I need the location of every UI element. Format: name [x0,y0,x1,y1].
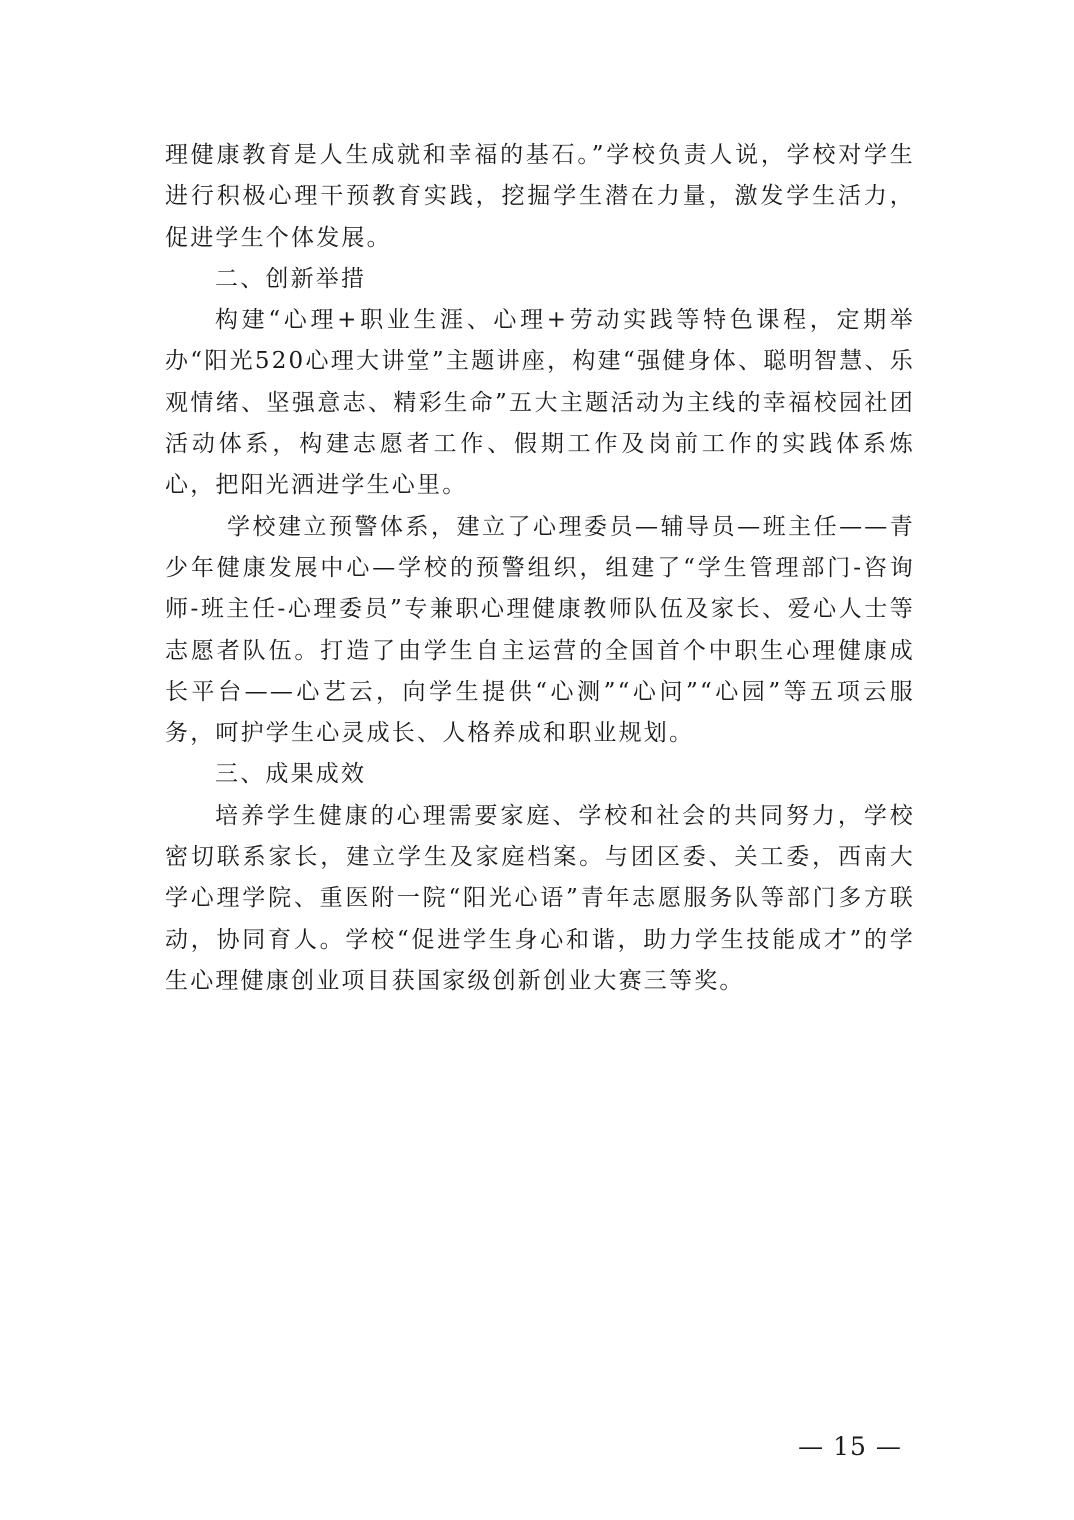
section-heading-innovation: 二、创新举措 [215,265,367,292]
paragraph-results: 培养学生健康的心理需要家庭、学校和社会的共同努力，学校密切联系家长，建立学生及家庭档案。与团区委、关工委，西南大学心理学院、重医附一院“阳光心语”青年志愿服务队等部门多方联动，协同育人。学校“促进学生身心和谐，助力学生技能成才”的学生心理健康创业项目获国家级创新创业大赛三等奖。 [165,802,915,994]
body-text [165,135,915,1002]
paragraph-warning-system: 学校建立预警体系，建立了心理委员—辅导员—班主任——青少年健康发展中心—学校的预警组织，组建了“学生管理部门-咨询师-班主任-心理委员”专兼职心理健康教师队伍及家长、爱心人士等志愿者队伍。打造了由学生自主运营的全国首个中职生心理健康成长平台——心艺云，向学生提供“心测”“心问”“心园”等五项云服务，呵护学生心灵成长、人格养成和职业规划。 [165,513,915,747]
paragraph-intro-continued: 理健康教育是人生成就和幸福的基石。”学校负责人说，学校对学生进行积极心理干预教育实践，挖掘学生潜在力量，激发学生活力，促进学生个体发展。 [165,142,915,251]
page-number: — 15 — [798,1432,902,1461]
section-heading-results: 三、成果成效 [215,761,367,788]
paragraph-innovation-courses: 构建“心理+职业生涯、心理+劳动实践等特色课程，定期举办“阳光520心理大讲堂”主题讲座，构建“强健身体、聪明智慧、乐观情绪、坚强意志、精彩生命”五大主题活动为主线的幸福校园社团活动体系，构建志愿者工作、假期工作及岗前工作的实践体系炼心，把阳光洒进学生心里。 [165,307,915,499]
